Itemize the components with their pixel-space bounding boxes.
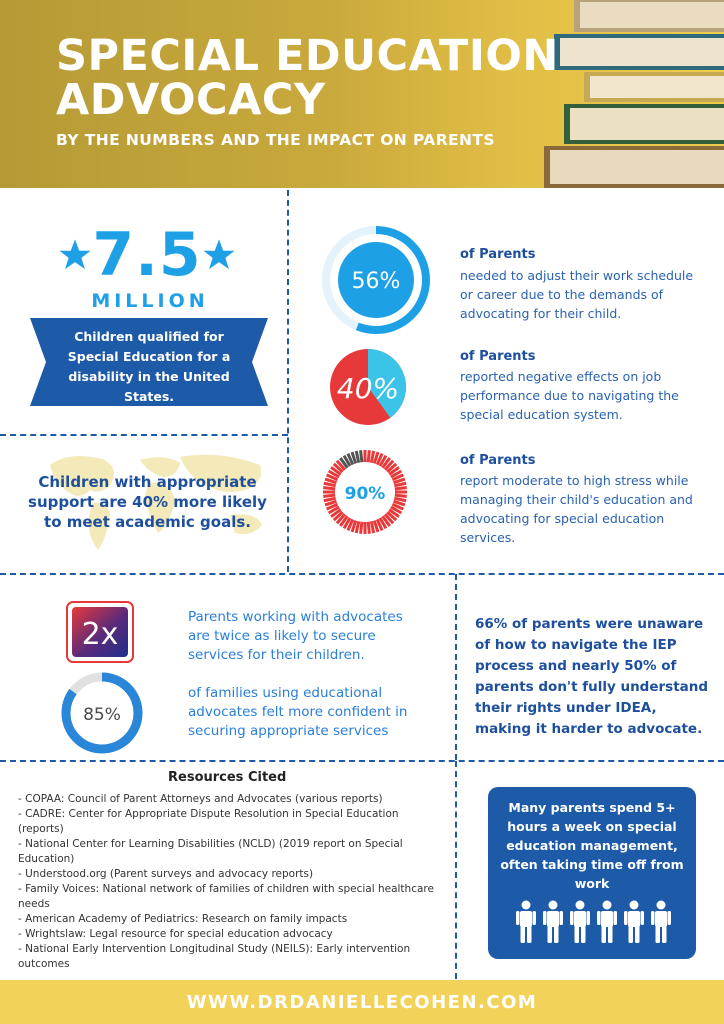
gauge-tick xyxy=(356,521,358,533)
time-spent-text: Many parents spend 5+ hours a week on special education management, often taking time off from work xyxy=(500,800,684,891)
website-link[interactable]: WWW.DRDANIELLECOHEN.COM xyxy=(186,991,538,1013)
page-title xyxy=(56,31,576,125)
confidence-text: of families using educational advocates felt more confident in securing appropriate services xyxy=(188,685,408,739)
stat-40-pie xyxy=(327,346,409,428)
divider-vertical-middle xyxy=(455,574,457,760)
twox-value: 2x xyxy=(81,617,119,652)
stat-90-gauge xyxy=(320,447,410,537)
stat-90-value: 90% xyxy=(344,484,386,504)
stat-90-text: report moderate to high stress while managing their child's education and advocating for special education services. xyxy=(460,473,693,545)
gauge-tick xyxy=(394,498,406,500)
resource-item: - National Early Intervention Longitudinal Study (NEILS): Early intervention outcomes xyxy=(18,943,411,970)
resource-item: - American Academy of Pediatrics: Research on family impacts xyxy=(18,913,348,925)
person-icon xyxy=(651,901,671,944)
title-line2: ADVOCACY xyxy=(56,75,326,125)
resources-title: Resources Cited xyxy=(168,770,287,785)
title-line1: SPECIAL EDUCATION xyxy=(56,31,559,81)
gauge-tick xyxy=(361,450,362,462)
million-unit: MILLION xyxy=(91,290,209,312)
gauge-tick xyxy=(371,521,373,533)
header-banner xyxy=(0,0,724,188)
million-description: Children qualified for Special Education for a disability in the United States. xyxy=(67,329,231,404)
resource-item: - Family Voices: National network of families of children with special healthcare needs xyxy=(18,883,434,910)
twox-badge xyxy=(66,601,134,663)
gauge-tick xyxy=(394,483,406,485)
divider-vertical-top xyxy=(287,190,289,572)
person-icon xyxy=(570,901,590,944)
gauge-tick xyxy=(395,488,407,489)
gauge-tick xyxy=(324,483,336,485)
gauge-tick xyxy=(361,522,362,534)
stat-40-label: of Parents xyxy=(460,349,536,364)
gauge-tick xyxy=(368,450,369,462)
twox-text: Parents working with advocates are twice as likely to secure services for their children. xyxy=(188,609,403,663)
star-icon xyxy=(202,238,236,272)
resource-item: - Wrightslaw: Legal resource for special education advocacy xyxy=(18,928,333,940)
stat-85-value: 85% xyxy=(83,705,121,725)
million-stat xyxy=(36,215,258,295)
resource-item: - CADRE: Center for Appropriate Dispute Resolution in Special Education (reports) xyxy=(18,808,399,835)
person-icon xyxy=(543,901,563,944)
divider-horizontal-middle xyxy=(0,573,724,575)
gauge-tick xyxy=(324,498,336,500)
unaware-statement: 66% of parents were unaware of how to navigate the IEP process and nearly 50% of parents don't fully understand their rights under IDEA, making it harder to advocate. xyxy=(475,616,709,737)
resource-item: - National Center for Learning Disabilities (NCLD) (2019 report on Special Education) xyxy=(18,838,403,865)
divider-horizontal-left xyxy=(0,434,288,436)
stat-56-text: needed to adjust their work schedule or career due to the demands of advocating for their child. xyxy=(460,268,694,321)
person-icon xyxy=(516,901,536,944)
stat-40-value: 40% xyxy=(336,372,400,405)
gauge-tick xyxy=(368,522,369,534)
people-icons xyxy=(514,900,674,944)
gauge-tick xyxy=(323,495,335,496)
gauge-tick xyxy=(323,488,335,489)
stat-90-label: of Parents xyxy=(460,453,536,468)
page-subtitle: BY THE NUMBERS AND THE IMPACT ON PARENTS xyxy=(56,131,495,149)
stat-56-value: 56% xyxy=(351,269,401,294)
gauge-tick xyxy=(395,495,407,496)
resource-item: - Understood.org (Parent surveys and advocacy reports) xyxy=(18,868,314,880)
divider-horizontal-bottom xyxy=(0,760,724,762)
stat-56-donut xyxy=(320,224,432,336)
support-statement: Children with appropriate support are 40% more likely to meet academic goals. xyxy=(28,473,267,531)
person-icon xyxy=(624,901,644,944)
stat-40-text: reported negative effects on job performance due to navigating the special education system. xyxy=(460,369,679,422)
stat-85-donut xyxy=(60,671,144,755)
million-value: 7.5 xyxy=(92,220,202,290)
gauge-tick xyxy=(371,451,373,463)
divider-vertical-bottom xyxy=(455,761,457,979)
footer-bar xyxy=(0,980,724,1024)
star-icon xyxy=(58,238,92,272)
resources-list xyxy=(18,792,443,972)
stat-56-label: of Parents xyxy=(460,247,536,262)
resource-item: - COPAA: Council of Parent Attorneys and Advocates (various reports) xyxy=(18,793,383,805)
person-icon xyxy=(597,901,617,944)
gauge-tick xyxy=(356,451,358,463)
